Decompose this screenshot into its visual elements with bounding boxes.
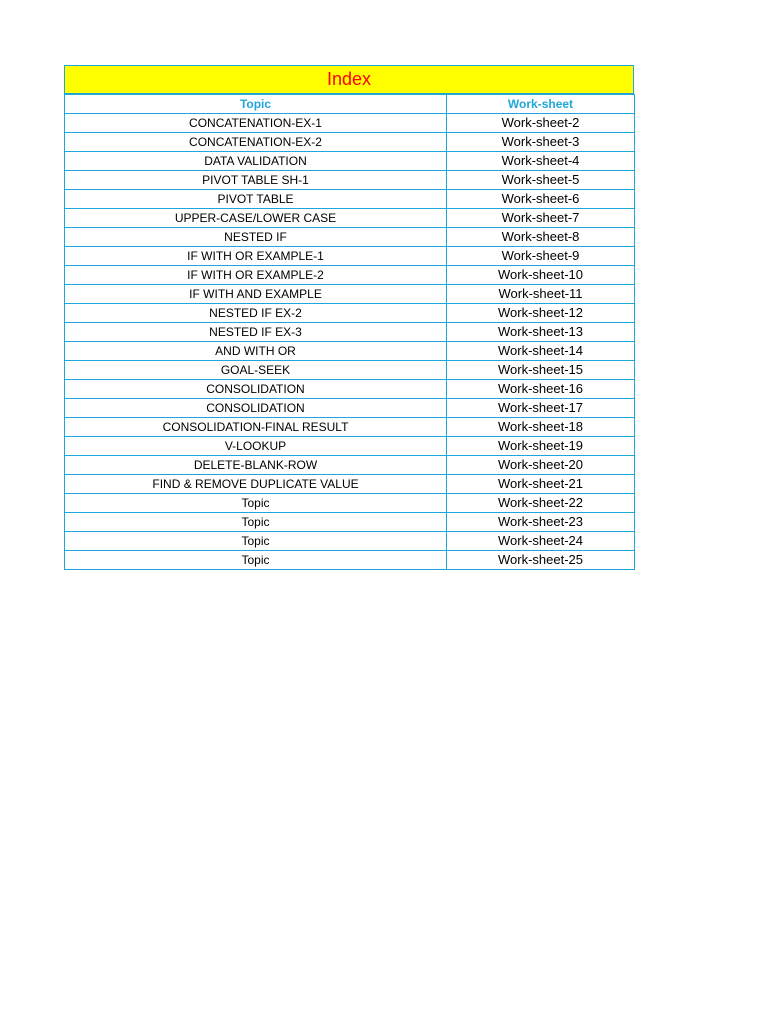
table-row	[65, 247, 635, 266]
table-row	[65, 266, 635, 285]
index-rows	[65, 114, 635, 570]
table-row	[65, 551, 635, 570]
topic-cell: FIND & REMOVE DUPLICATE VALUE	[65, 475, 447, 494]
table-row	[65, 209, 635, 228]
topic-cell: IF WITH OR EXAMPLE-2	[65, 266, 447, 285]
topic-cell: UPPER-CASE/LOWER CASE	[65, 209, 447, 228]
table-row	[65, 228, 635, 247]
table-row	[65, 171, 635, 190]
table-row	[65, 133, 635, 152]
worksheet-cell: Work-sheet-24	[447, 532, 635, 551]
worksheet-cell: Work-sheet-6	[447, 190, 635, 209]
topic-cell: Topic	[65, 513, 447, 532]
worksheet-header: Work-sheet	[447, 95, 635, 114]
worksheet-cell: Work-sheet-18	[447, 418, 635, 437]
worksheet-cell: Work-sheet-20	[447, 456, 635, 475]
table-row	[65, 437, 635, 456]
worksheet-cell: Work-sheet-4	[447, 152, 635, 171]
worksheet-cell: Work-sheet-17	[447, 399, 635, 418]
worksheet-cell: Work-sheet-15	[447, 361, 635, 380]
index-title: Index	[64, 65, 634, 94]
worksheet-cell: Work-sheet-7	[447, 209, 635, 228]
topic-cell: IF WITH AND EXAMPLE	[65, 285, 447, 304]
table-row	[65, 494, 635, 513]
worksheet-cell: Work-sheet-22	[447, 494, 635, 513]
topic-header: Topic	[65, 95, 447, 114]
worksheet-cell: Work-sheet-10	[447, 266, 635, 285]
worksheet-cell: Work-sheet-2	[447, 114, 635, 133]
worksheet-cell: Work-sheet-19	[447, 437, 635, 456]
table-row	[65, 399, 635, 418]
worksheet-cell: Work-sheet-23	[447, 513, 635, 532]
topic-cell: PIVOT TABLE SH-1	[65, 171, 447, 190]
table-row	[65, 152, 635, 171]
topic-cell: DATA VALIDATION	[65, 152, 447, 171]
worksheet-cell: Work-sheet-16	[447, 380, 635, 399]
table-row	[65, 285, 635, 304]
table-row	[65, 456, 635, 475]
topic-cell: GOAL-SEEK	[65, 361, 447, 380]
worksheet-cell: Work-sheet-11	[447, 285, 635, 304]
topic-cell: AND WITH OR	[65, 342, 447, 361]
worksheet-cell: Work-sheet-13	[447, 323, 635, 342]
index-table	[64, 94, 635, 570]
table-row	[65, 513, 635, 532]
table-row	[65, 475, 635, 494]
worksheet-cell: Work-sheet-25	[447, 551, 635, 570]
index-sheet	[64, 65, 634, 570]
worksheet-cell: Work-sheet-8	[447, 228, 635, 247]
table-row	[65, 380, 635, 399]
topic-cell: IF WITH OR EXAMPLE-1	[65, 247, 447, 266]
worksheet-cell: Work-sheet-12	[447, 304, 635, 323]
worksheet-cell: Work-sheet-5	[447, 171, 635, 190]
header-row	[65, 95, 635, 114]
worksheet-cell: Work-sheet-21	[447, 475, 635, 494]
topic-cell: PIVOT TABLE	[65, 190, 447, 209]
topic-cell: CONSOLIDATION	[65, 399, 447, 418]
worksheet-cell: Work-sheet-14	[447, 342, 635, 361]
topic-cell: V-LOOKUP	[65, 437, 447, 456]
topic-cell: DELETE-BLANK-ROW	[65, 456, 447, 475]
topic-cell: Topic	[65, 551, 447, 570]
topic-cell: NESTED IF	[65, 228, 447, 247]
table-row	[65, 304, 635, 323]
topic-cell: NESTED IF EX-2	[65, 304, 447, 323]
topic-cell: CONSOLIDATION	[65, 380, 447, 399]
topic-cell: Topic	[65, 532, 447, 551]
topic-cell: NESTED IF EX-3	[65, 323, 447, 342]
topic-cell: CONCATENATION-EX-2	[65, 133, 447, 152]
table-row	[65, 323, 635, 342]
table-row	[65, 342, 635, 361]
topic-cell: Topic	[65, 494, 447, 513]
table-row	[65, 361, 635, 380]
table-row	[65, 418, 635, 437]
table-row	[65, 532, 635, 551]
topic-cell: CONCATENATION-EX-1	[65, 114, 447, 133]
table-row	[65, 114, 635, 133]
topic-cell: CONSOLIDATION-FINAL RESULT	[65, 418, 447, 437]
worksheet-cell: Work-sheet-3	[447, 133, 635, 152]
table-row	[65, 190, 635, 209]
worksheet-cell: Work-sheet-9	[447, 247, 635, 266]
